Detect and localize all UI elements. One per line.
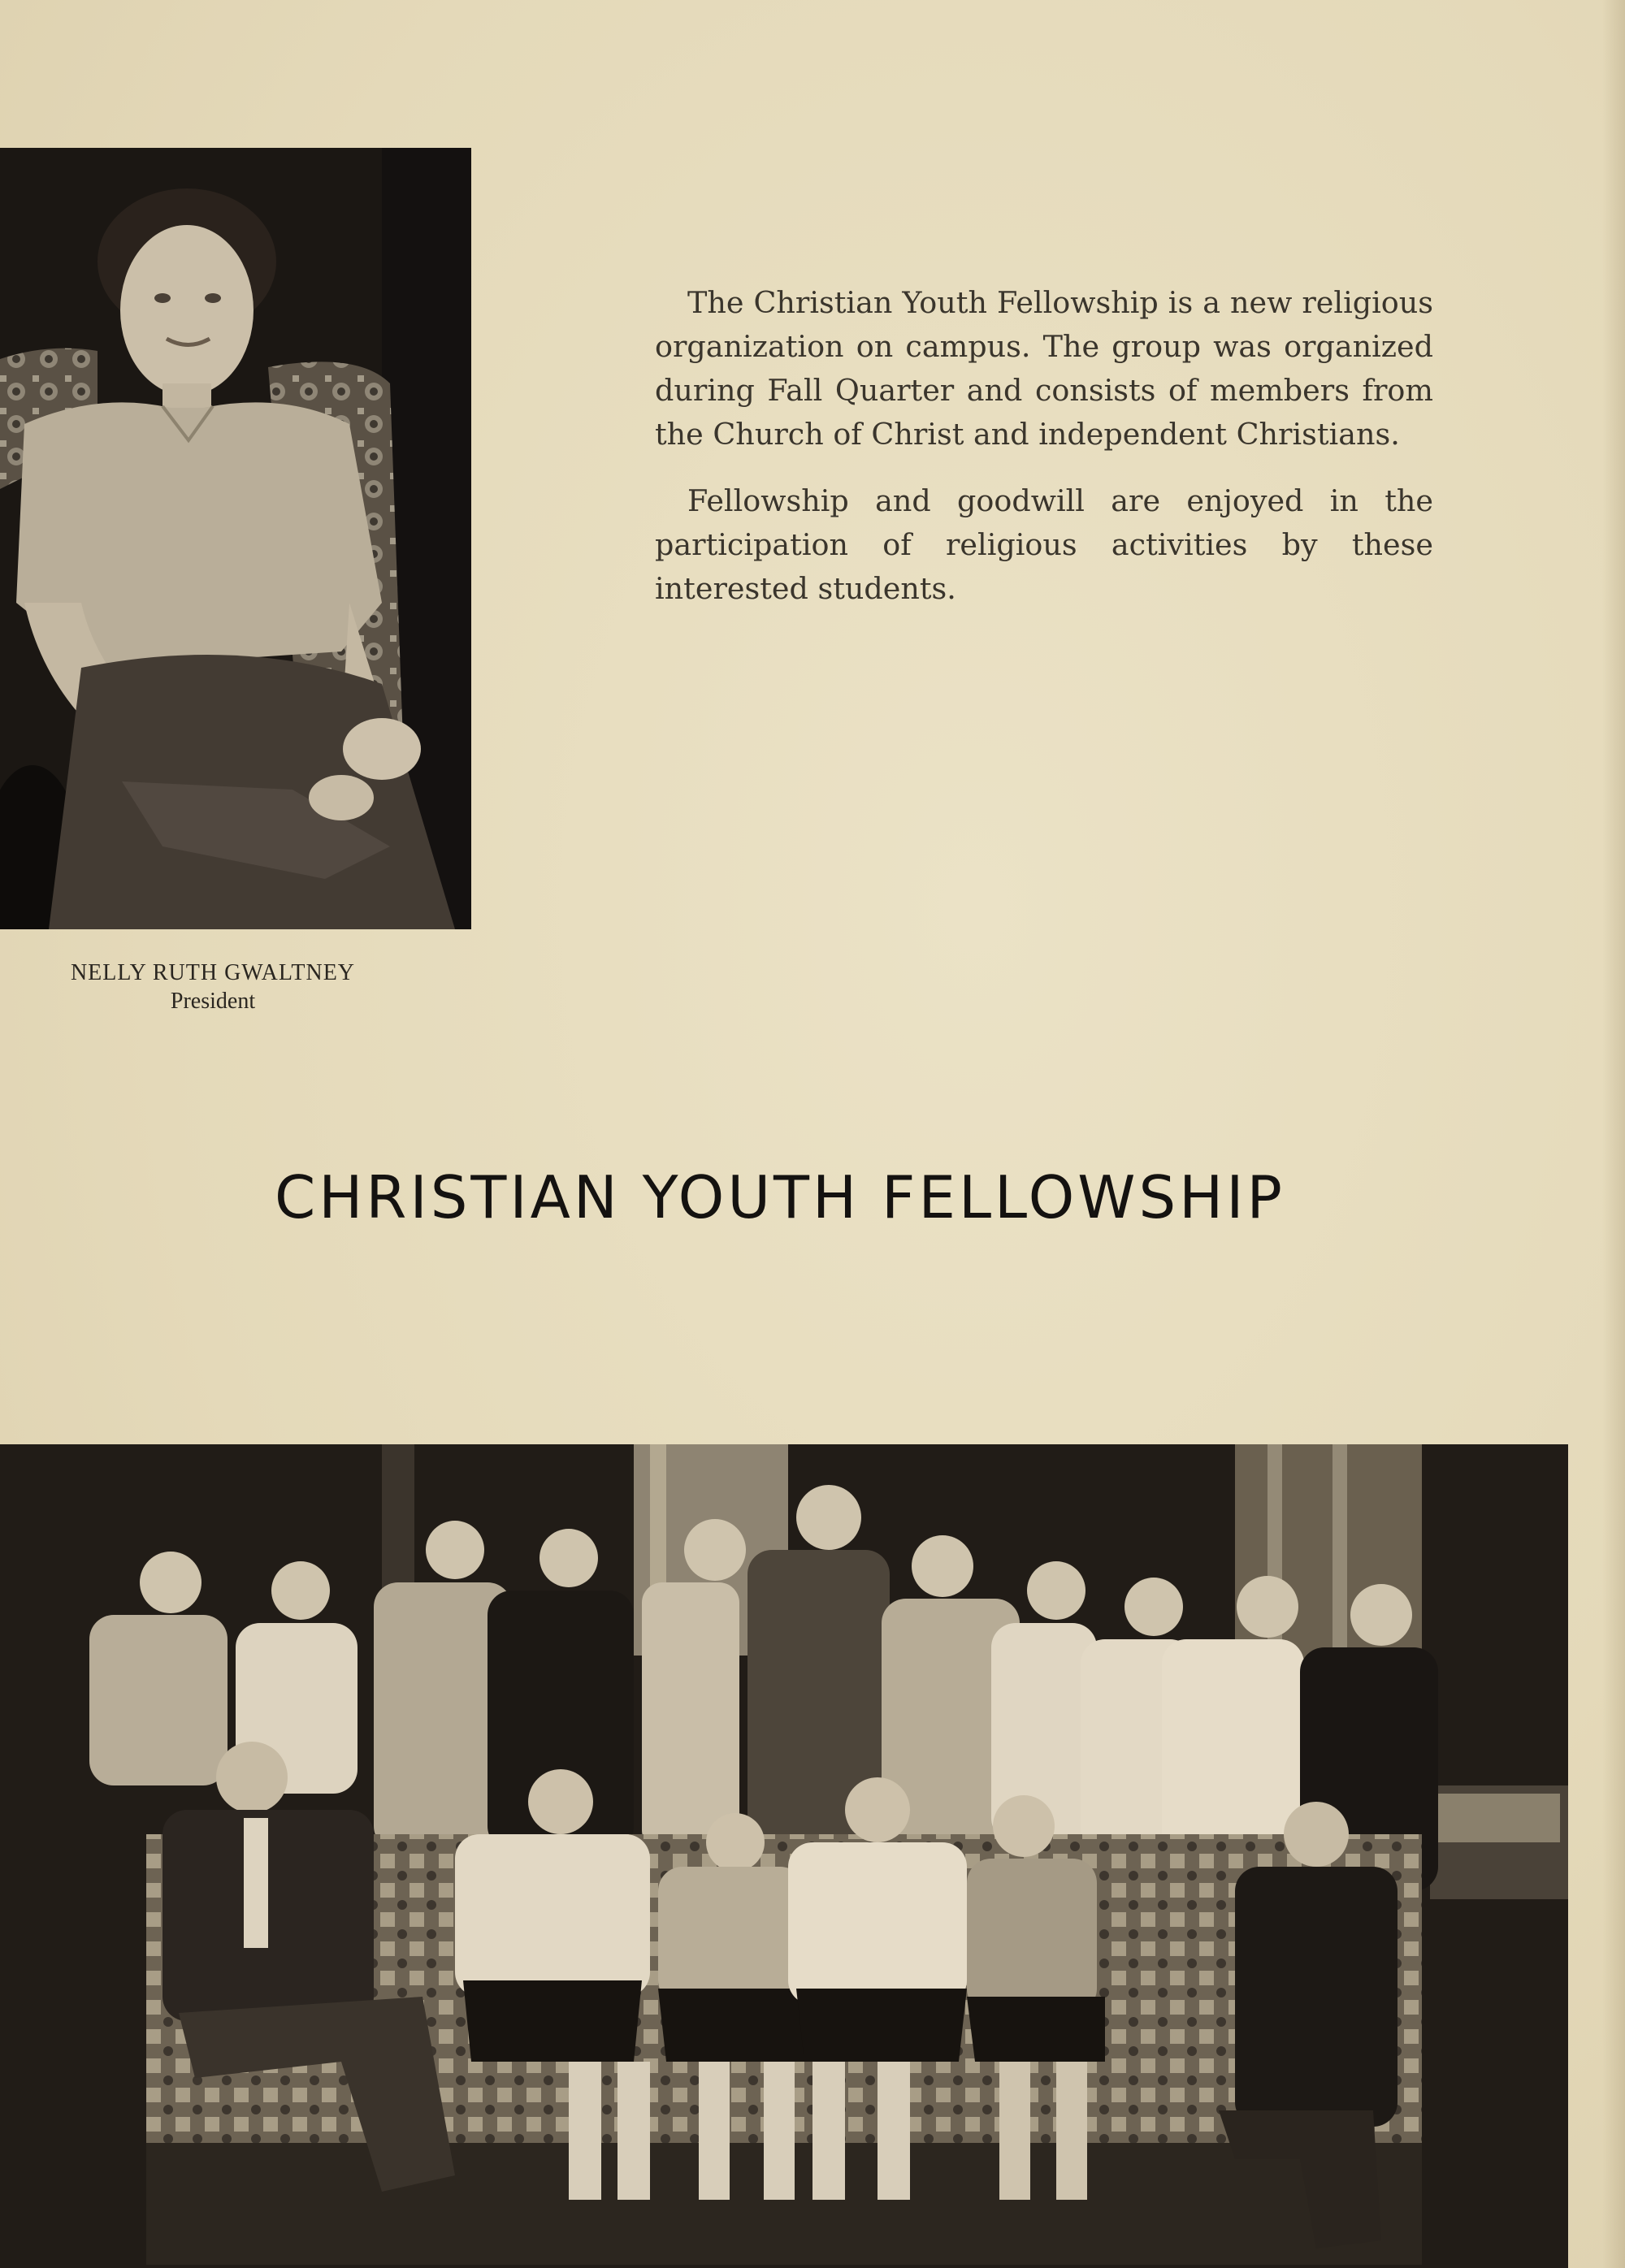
portrait-caption — [0, 959, 426, 1015]
description-paragraph-2: Fellowship and goodwill are enjoyed in the participation of religious activities by these interested students. — [655, 483, 1433, 606]
description-paragraph-1: The Christian Youth Fellowship is a new religious organization on campus. The group was organized during Fall Quarter and consists of members from the Church of Christ and independent Christians. — [655, 285, 1433, 452]
group-photo — [0, 1444, 1568, 2268]
page-edge-shading — [1602, 0, 1625, 2268]
description-text — [655, 281, 1433, 634]
president-role: President — [170, 989, 256, 1014]
president-name: NELLY RUTH GWALTNEY — [70, 960, 356, 985]
president-portrait-photo — [0, 148, 471, 929]
page-title: CHRISTIAN YOUTH FELLOWSHIP — [275, 1163, 1285, 1231]
